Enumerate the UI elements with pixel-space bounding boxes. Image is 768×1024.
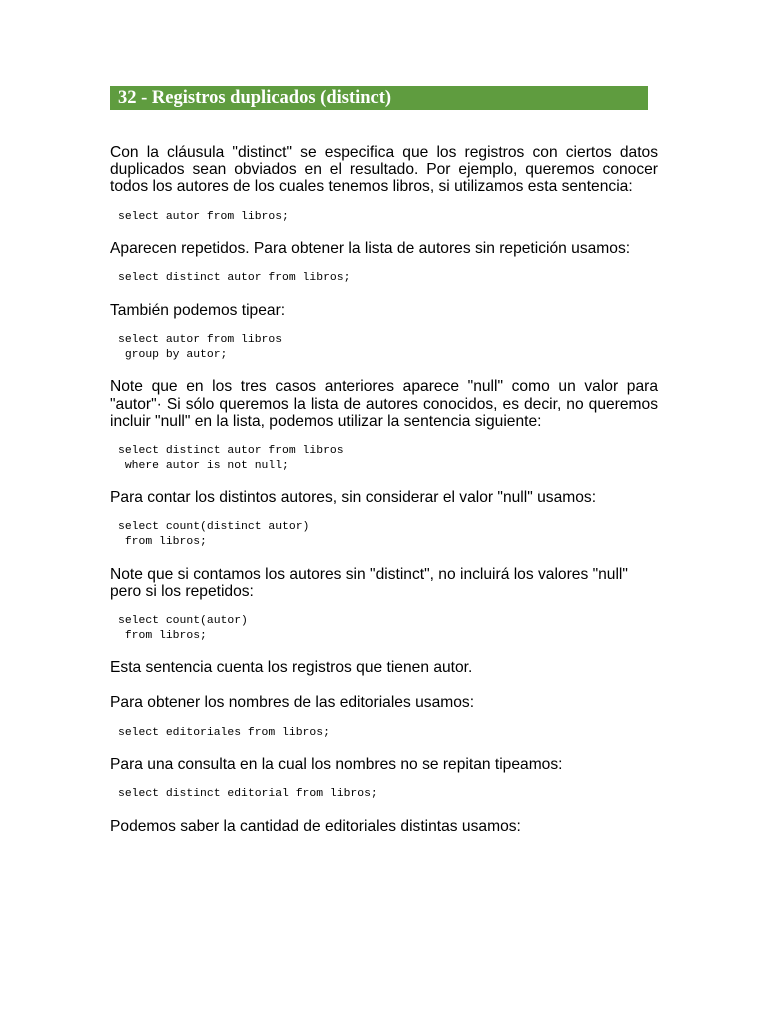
code-block: select count(distinct autor) from libros; bbox=[118, 521, 310, 548]
paragraph: Esta sentencia cuenta los registros que tienen autor. bbox=[110, 659, 473, 677]
paragraph: Aparecen repetidos. Para obtener la lista de autores sin repetición usamos: bbox=[110, 240, 631, 258]
code-block: select count(autor) from libros; bbox=[118, 614, 248, 642]
paragraph: Para obtener los nombres de las editoriales usamos: bbox=[110, 694, 475, 712]
paragraph: Note que en los tres casos anteriores aparece "null" como un valor para "autor"· Si sólo queremos la lista de autores conocidos, es decir, no queremos incluir "null" en la lista, podemos utilizar la sentencia siguiente: bbox=[110, 378, 658, 430]
code-block: select distinct autor from libros where autor is not null; bbox=[118, 445, 344, 472]
code-block: select editoriales from libros; bbox=[118, 726, 330, 739]
paragraph: También podemos tipear: bbox=[110, 302, 286, 319]
code-block: select autor from libros group by autor; bbox=[118, 334, 283, 361]
code-block: select distinct editorial from libros; bbox=[118, 788, 378, 801]
paragraph: Para contar los distintos autores, sin considerar el valor "null" usamos: bbox=[110, 489, 597, 507]
paragraph: Con la cláusula "distinct" se especifica que los registros con ciertos datos duplicados sean obviados en el resultado. Por ejemplo, queremos conocer todos los autores de los cuales tenemos libros, si utilizamos esta sentencia: bbox=[110, 144, 658, 196]
paragraph: Para una consulta en la cual los nombres no se repitan tipeamos: bbox=[110, 756, 563, 774]
section-title: 32 - Registros duplicados (distinct) bbox=[110, 86, 648, 110]
paragraph: Note que si contamos los autores sin "distinct", no incluirá los valores "null" pero si los repetidos: bbox=[110, 565, 628, 600]
code-block: select autor from libros; bbox=[118, 210, 289, 223]
paragraph: Podemos saber la cantidad de editoriales distintas usamos: bbox=[110, 817, 521, 835]
code-block: select distinct autor from libros; bbox=[118, 272, 351, 285]
document-body bbox=[110, 144, 658, 849]
